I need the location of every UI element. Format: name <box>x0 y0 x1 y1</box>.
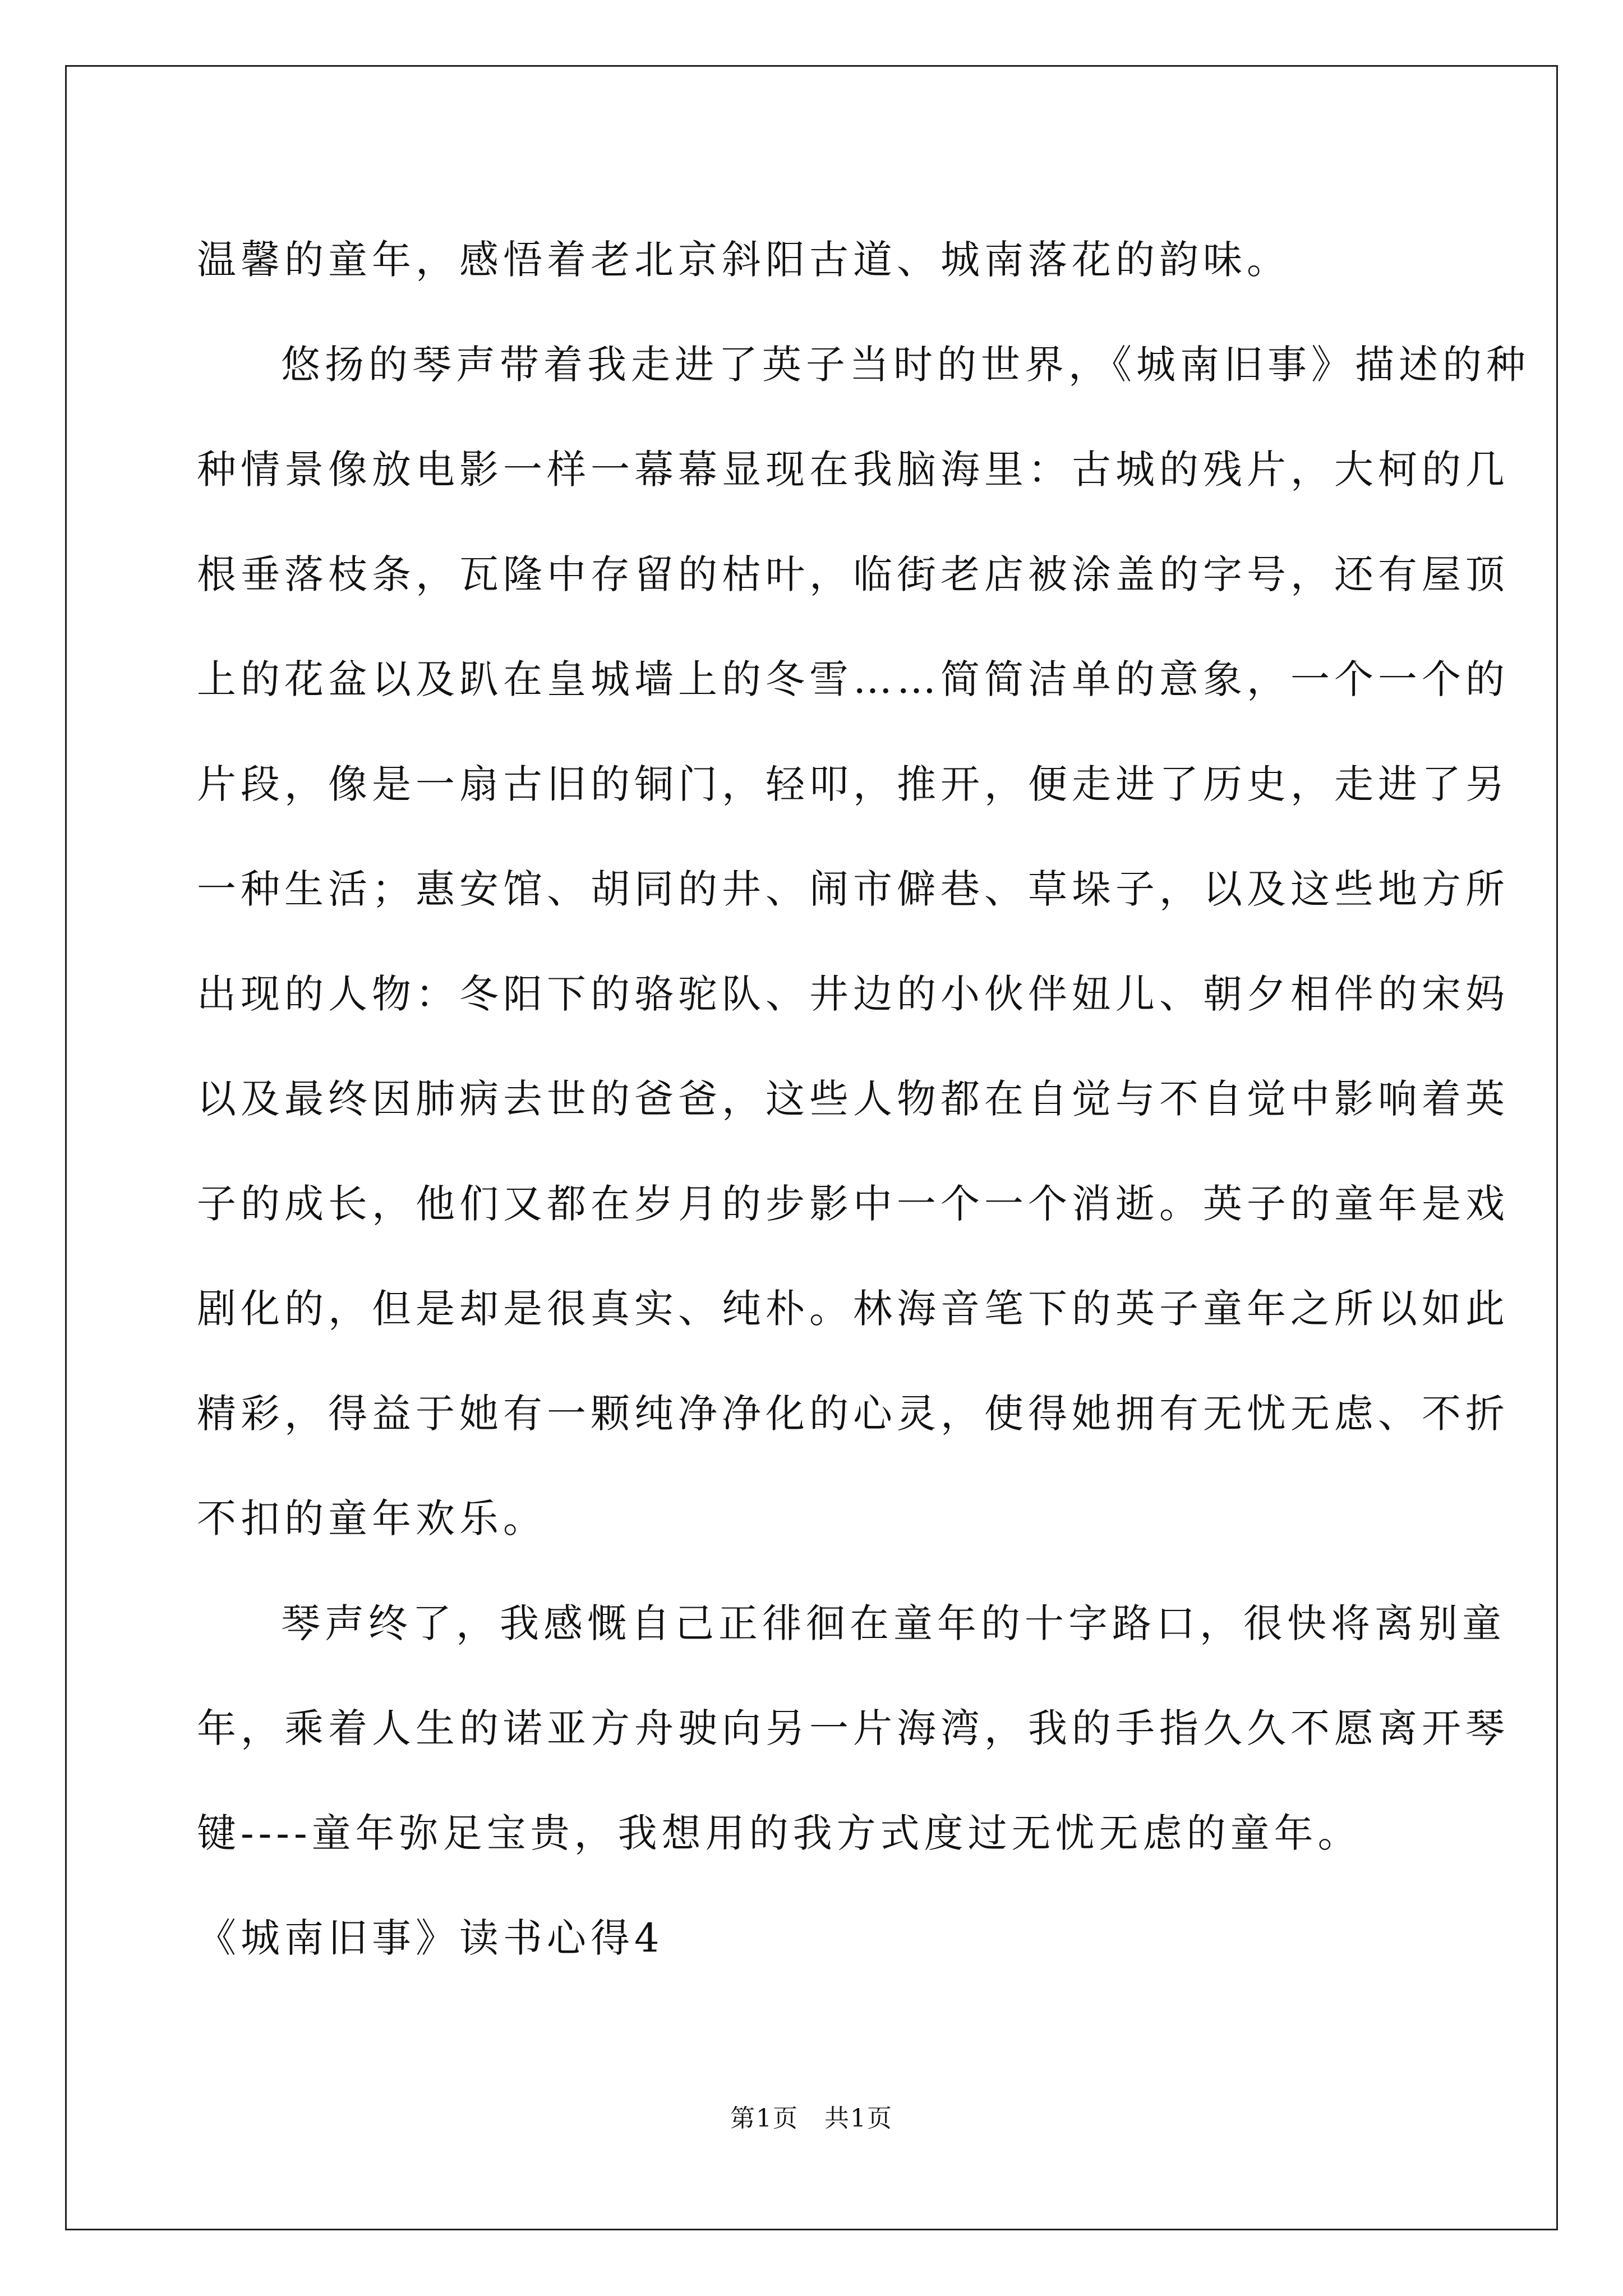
text-line: 出现的人物：冬阳下的骆驼队、井边的小伙伴妞儿、朝夕相伴的宋妈 <box>197 971 1509 1017</box>
text-line: 子的成长，他们又都在岁月的步影中一个一个消逝。英子的童年是戏 <box>197 1181 1509 1227</box>
text-line: 种情景像放电影一样一幕幕显现在我脑海里：古城的残片，大柯的几 <box>197 447 1509 493</box>
text-line: 年，乘着人生的诺亚方舟驶向另一片海湾，我的手指久久不愿离开琴 <box>197 1705 1509 1751</box>
document-body <box>197 208 1530 1991</box>
text-line: 键----童年弥足宝贵，我想用的我方式度过无忧无虑的童年。 <box>197 1810 1362 1856</box>
text-line: 精彩，得益于她有一颗纯净净化的心灵，使得她拥有无忧无虑、不折 <box>197 1391 1509 1437</box>
text-line: 片段，像是一扇古旧的铜门，轻叩，推开，便走进了历史，走进了另 <box>197 761 1509 807</box>
page-footer: 第1页 共1页 <box>730 2104 893 2133</box>
text-line: 上的花盆以及趴在皇城墙上的冬雪……简简洁单的意象，一个一个的 <box>197 656 1509 702</box>
text-line: 一种生活；惠安馆、胡同的井、闹市僻巷、草垛子，以及这些地方所 <box>197 866 1509 912</box>
text-line: 琴声终了，我感慨自己正徘徊在童年的十字路口，很快将离别童 <box>281 1600 1506 1646</box>
text-line: 根垂落枝条，瓦隆中存留的枯叶，临街老店被涂盖的字号，还有屋顶 <box>197 551 1509 597</box>
text-line: 以及最终因肺病去世的爸爸，这些人物都在自觉与不自觉中影响着英 <box>197 1076 1509 1122</box>
text-line: 剧化的，但是却是很真实、纯朴。林海音笔下的英子童年之所以如此 <box>197 1286 1509 1332</box>
text-line: 温馨的童年，感悟着老北京斜阳古道、城南落花的韵味。 <box>197 237 1290 283</box>
text-line: 不扣的童年欢乐。 <box>197 1496 547 1542</box>
text-line: 悠扬的琴声带着我走进了英子当时的世界，《城南旧事》描述的种 <box>281 342 1530 388</box>
section-heading: 《城南旧事》读书心得4 <box>197 1915 664 1961</box>
